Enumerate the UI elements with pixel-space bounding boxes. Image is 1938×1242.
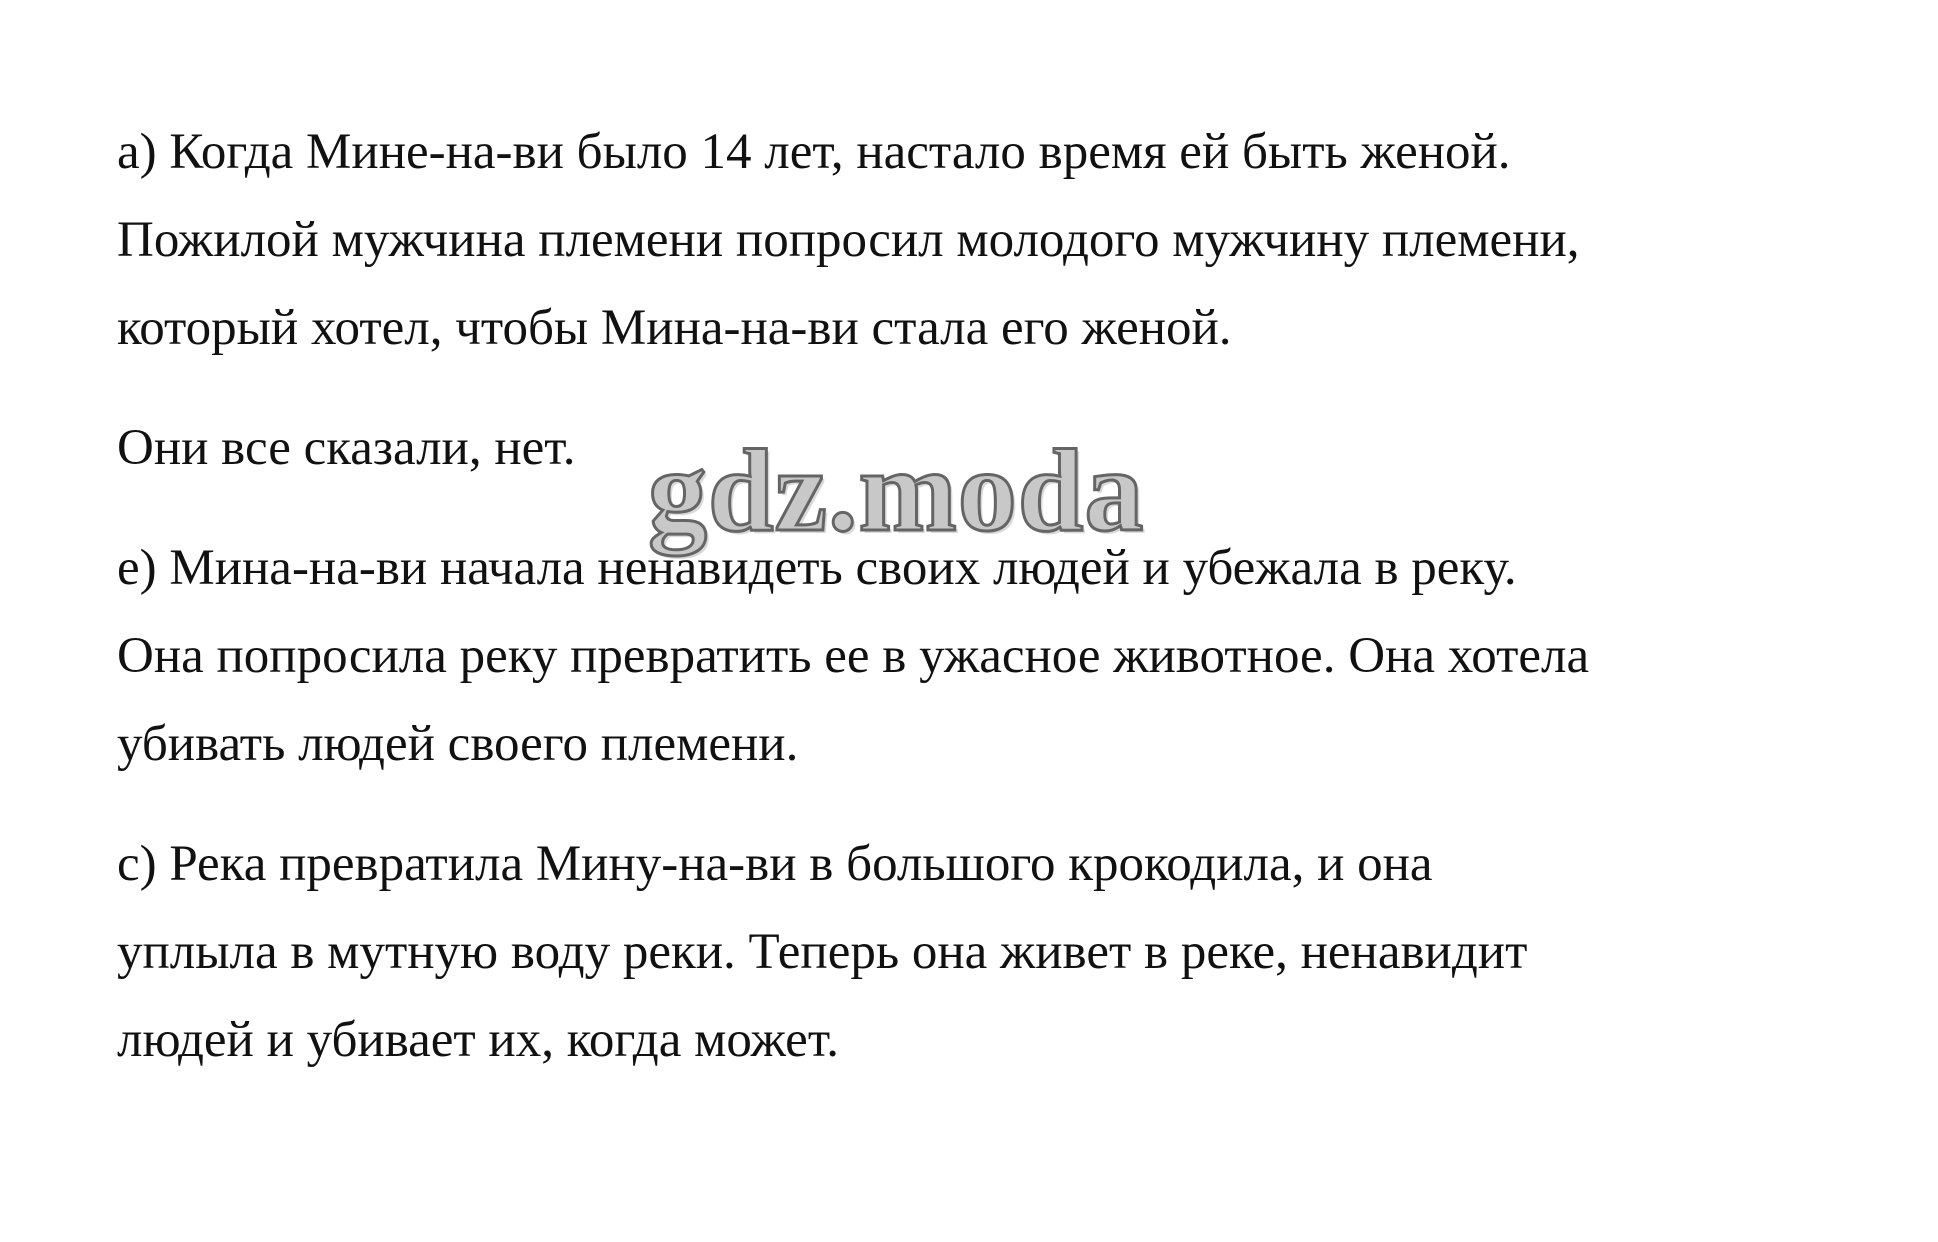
text-line: а) Когда Мине-на-ви было 14 лет, настало время ей быть женой.: [117, 124, 1511, 180]
text-line: уплыла в мутную воду реки. Теперь она живет в реке, ненавидит: [117, 924, 1528, 980]
text-line: с) Река превратила Мину-на-ви в большого крокодила, и она: [117, 836, 1433, 892]
watermark-logo: gdz.moda: [648, 425, 1145, 556]
text-line: Она попросила реку превратить ее в ужасное животное. Она хотела: [117, 628, 1590, 684]
text-line: людей и убивает их, когда может.: [117, 1012, 840, 1068]
text-line: Они все сказали, нет.: [117, 420, 576, 476]
document-body: [117, 108, 1897, 1084]
text-line: е) Мина-на-ви начала ненавидеть своих людей и убежала в реку.: [117, 540, 1517, 596]
text-line: Пожилой мужчина племени попросил молодого мужчину племени,: [117, 212, 1580, 268]
paragraph-a: [117, 108, 1897, 372]
text-line: убивать людей своего племени.: [117, 716, 799, 772]
text-line: который хотел, чтобы Мина-на-ви стала его женой.: [117, 300, 1232, 356]
paragraph-e: [117, 524, 1897, 788]
paragraph-c: [117, 820, 1897, 1084]
paragraph-answer: [117, 404, 1897, 492]
